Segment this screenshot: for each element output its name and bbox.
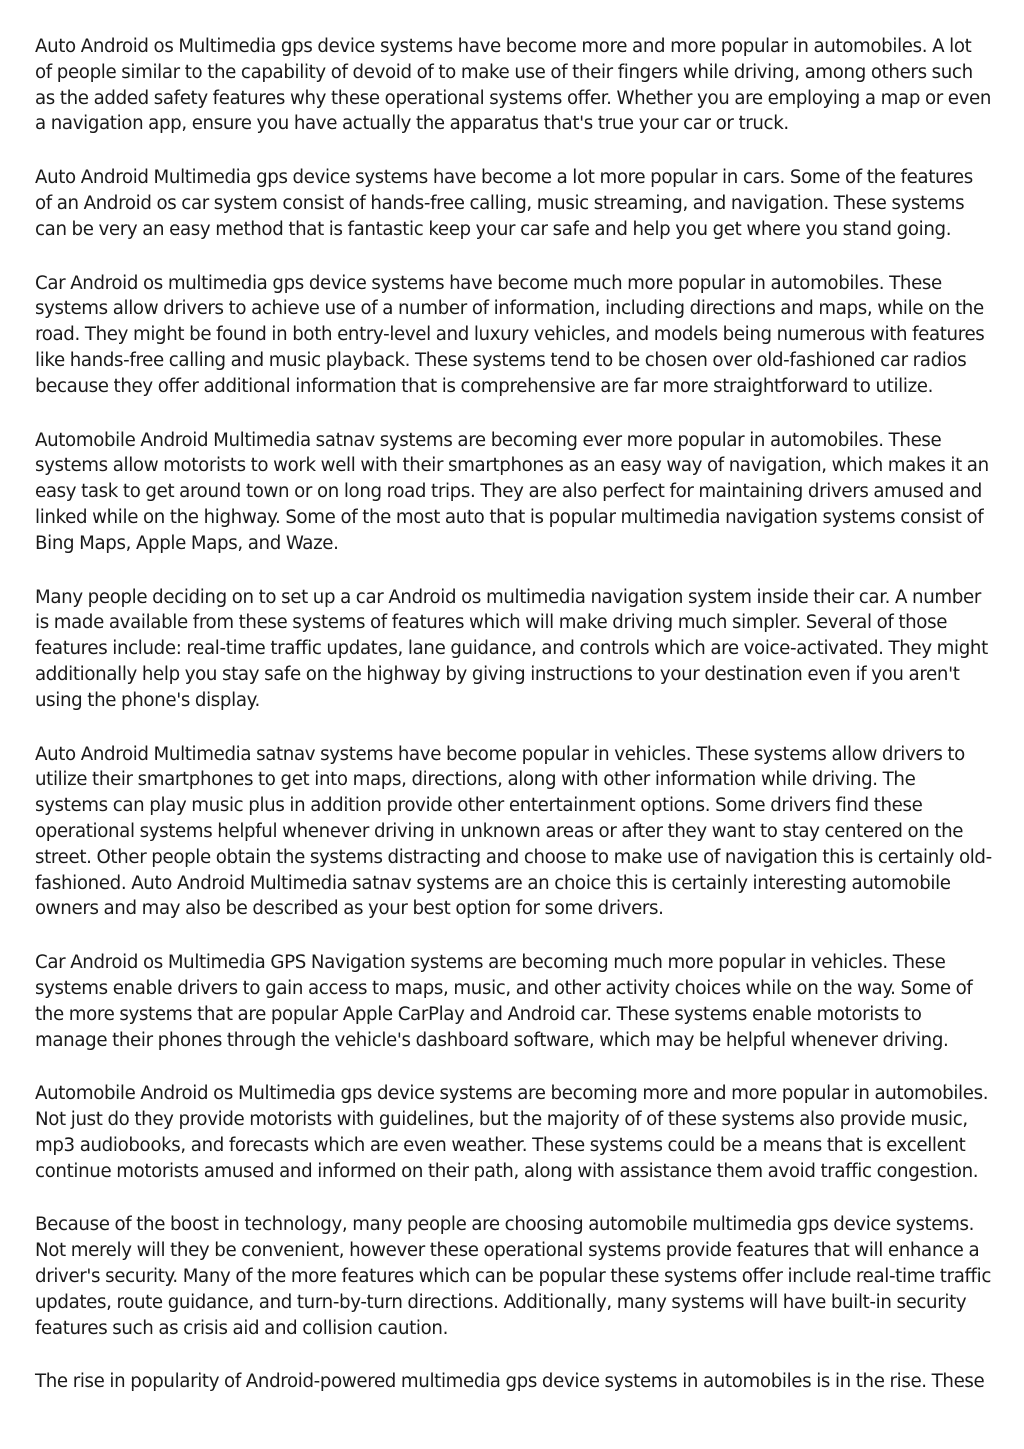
paragraph-9: Because of the boost in technology, many people are choosing automobile multimedia gps device systems. Not merely will they be convenient, however these operational systems provide features that will enhance a driver's security. Many of the more features which can be popular these systems offer include real-time traffic updates, route guidance, and turn-by-turn directions. Additionally, many systems will have built-in security features such as crisis aid and collision caution. — [35, 1214, 991, 1339]
paragraph-7: Car Android os Multimedia GPS Navigation systems are becoming much more popular in vehicles. These systems enable drivers to gain access to maps, music, and other activity choices while on the way. Some of the more systems that are popular Apple CarPlay and Android car. These systems enable motorists to manage their phones through the vehicle's dashboard software, which may be helpful whenever driving. — [35, 952, 973, 1051]
paragraph-6: Auto Android Multimedia satnav systems have become popular in vehicles. These systems allow drivers to utilize their smartphones to get into maps, directions, along with other information while driving. The systems can play music plus in addition provide other entertainment options. Some drivers find these operational systems helpful whenever driving in unknown areas or after they want to stay centered on the street. Other people obtain the systems distracting and choose to make use of navigation this is certainly old-fashioned. Auto Android Multimedia satnav systems are an choice this is certainly interesting automobile owners and may also be described as your best option for some drivers. — [35, 743, 992, 920]
paragraph-8: Automobile Android os Multimedia gps device systems are becoming more and more popular in automobiles. Not just do they provide motorists with guidelines, but the majority of of these systems also provide music, mp3 audiobooks, and forecasts which are even weather. These systems could be a means that is excellent continue motorists amused and informed on their path, along with assistance them avoid traffic congestion. — [35, 1083, 989, 1182]
paragraph-3: Car Android os multimedia gps device systems have become much more popular in automobiles. These systems allow drivers to achieve use of a number of information, including directions and maps, while on the road. They might be found in both entry-level and luxury vehicles, and models being numerous with features like hands-free calling and music playback. These systems tend to be chosen over old-fashioned car radios because they offer additional information that is comprehensive are far more straightforward to utilize. — [35, 272, 985, 397]
paragraph-2: Auto Android Multimedia gps device systems have become a lot more popular in cars. Some of the features of an Android os car system consist of hands-free calling, music streaming, and navigation. These systems can be very an easy method that is fantastic keep your car safe and help you get where you stand going. — [35, 167, 973, 240]
paragraph-10: The rise in popularity of Android-powered multimedia gps device systems in automobiles is in the rise. These — [35, 1371, 985, 1393]
paragraph-4: Automobile Android Multimedia satnav systems are becoming ever more popular in automobiles. These systems allow motorists to work well with their smartphones as an easy way of navigation, which makes it an easy task to get around town or on long road trips. They are also perfect for maintaining drivers amused and linked while on the highway. Some of the most auto that is popular multimedia navigation systems consist of Bing Maps, Apple Maps, and Waze. — [35, 429, 989, 554]
paragraph-5: Many people deciding on to set up a car Android os multimedia navigation system inside their car. A number is made available from these systems of features which will make driving much simpler. Several of those features include: real-time traffic updates, lane guidance, and controls which are voice-activated. They might additionally help you stay safe on the highway by giving instructions to your destination even if you aren't using the phone's display. — [35, 586, 988, 711]
document-page — [35, 34, 993, 1423]
paragraph-1: Auto Android os Multimedia gps device systems have become more and more popular in automobiles. A lot of people similar to the capability of devoid of to make use of their fingers while driving, among others such as the added safety features why these operational systems offer. Whether you are employing a map or even a navigation app, ensure you have actually the apparatus that's true your car or truck. — [35, 36, 992, 135]
